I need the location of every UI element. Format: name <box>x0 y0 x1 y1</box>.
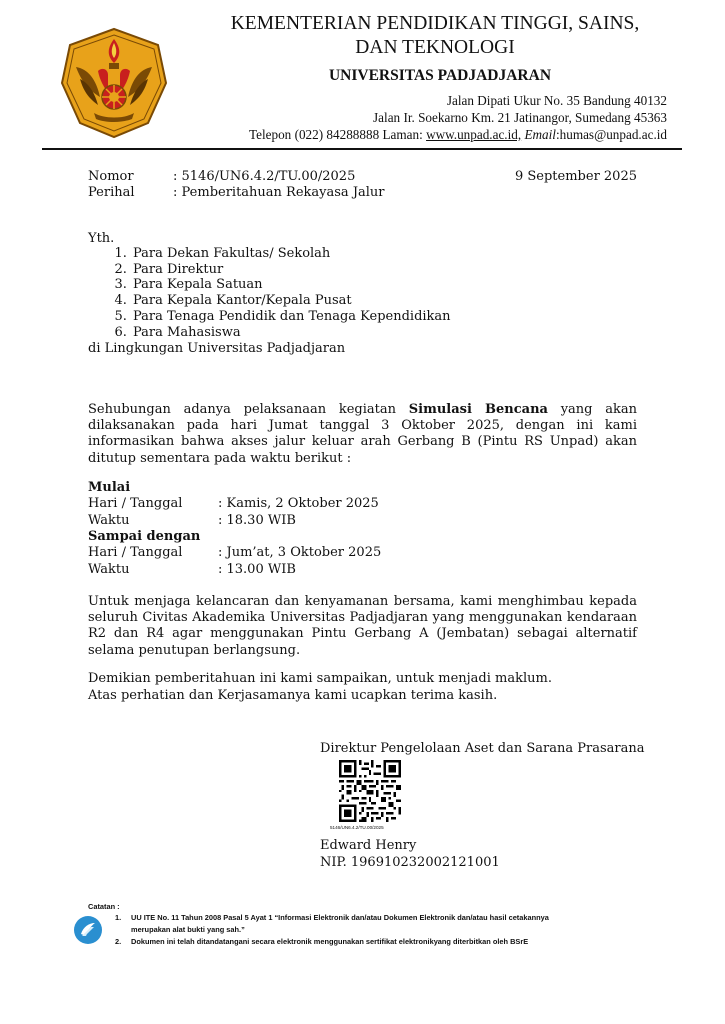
note-1-line-1: UU ITE No. 11 Tahun 2008 Pasal 5 Ayat 1 “Informasi Elektronik dan/atau Dokumen Elektronik dan/atau hasil cetakannya <box>131 913 549 922</box>
number-value: : 5146/UN6.4.2/TU.00/2025 <box>173 169 356 184</box>
university-logo <box>58 27 170 139</box>
note-2-text: Dokumen ini telah ditandatangani secara elektronik menggunakan sertifikat elektronikyang diterbitkan oleh BSrE <box>131 937 529 946</box>
note-1-line-2: merupakan alat bukti yang sah.” <box>131 925 245 934</box>
number-label: Nomor <box>88 169 134 184</box>
end-time-value: : 13.00 WIB <box>218 562 296 577</box>
email-address[interactable]: :humas@unpad.ac.id <box>555 127 667 142</box>
letterhead-divider <box>42 148 682 150</box>
notes-heading: Catatan : <box>88 902 120 911</box>
qr-code <box>339 760 401 822</box>
list-item: 6. Para Mahasiswa <box>131 325 451 341</box>
ministry-line-2: DAN TEKNOLOGI <box>355 37 515 58</box>
p1-text-cont: yang akan dilaksanakan pada hari Jumat tanggal 3 Oktober 2025, dengan ini kami informasikan bahwa akses jalur keluar arah Gerbang B (Pintu RS Unpad) akan ditutup sementara pada waktu berikut : <box>88 402 637 466</box>
start-time-label: Waktu <box>88 513 130 528</box>
recipient-location: di Lingkungan Universitas Padjadjaran <box>88 341 346 356</box>
list-item: 2. Para Direktur <box>131 262 451 278</box>
salutation: Yth. <box>88 231 115 246</box>
start-heading: Mulai <box>88 480 131 495</box>
end-day-label: Hari / Tanggal <box>88 545 183 560</box>
start-time-value: : 18.30 WIB <box>218 513 296 528</box>
email-label: Email <box>524 127 556 142</box>
signatory-title: Direktur Pengelolaan Aset dan Sarana Prasarana <box>320 741 645 756</box>
website-link[interactable]: www.unpad.ac.id, <box>426 127 522 142</box>
recipient-list <box>110 246 451 340</box>
closing-line-2: Atas perhatian dan Kerjasamanya kami ucapkan terima kasih. <box>88 688 498 703</box>
start-day-value: : Kamis, 2 Oktober 2025 <box>218 496 379 511</box>
appeal-paragraph <box>88 594 637 659</box>
end-time-label: Waktu <box>88 562 130 577</box>
note-2-number: 2. <box>115 937 122 946</box>
university-name: UNIVERSITAS PADJADJARAN <box>328 67 552 84</box>
end-day-value: : Jum’at, 3 Oktober 2025 <box>218 545 382 560</box>
subject-value: : Pemberitahuan Rekayasa Jalur <box>173 185 385 200</box>
start-day-label: Hari / Tanggal <box>88 496 183 511</box>
subject-label: Perihal <box>88 185 135 200</box>
bsre-logo-icon <box>73 915 103 945</box>
closing-line-1: Demikian pemberitahuan ini kami sampaikan, untuk menjadi maklum. <box>88 671 552 686</box>
opening-paragraph <box>88 402 637 467</box>
list-item: 4. Para Kepala Kantor/Kepala Pusat <box>131 293 451 309</box>
list-item: 5. Para Tenaga Pendidik dan Tenaga Kependidikan <box>131 309 451 325</box>
ministry-line-1: KEMENTERIAN PENDIDIKAN TINGGI, SAINS, <box>230 13 640 34</box>
qr-caption: 5146/UN6.4.2/TU.00/2025 <box>330 825 384 830</box>
list-item: 3. Para Kepala Satuan <box>131 277 451 293</box>
signatory-nip: NIP. 196910232002121001 <box>320 855 500 870</box>
address-line-2: Jalan Ir. Soekarno Km. 21 Jatinangor, Sumedang 45363 <box>373 110 667 125</box>
contact-line <box>249 127 667 143</box>
list-item: 1. Para Dekan Fakultas/ Sekolah <box>131 246 451 262</box>
appeal-text: Untuk menjaga kelancaran dan kenyamanan bersama, kami menghimbau kepada seluruh Civitas Akademika Universitas Padjadjaran yang menggunakan kendaraan R2 dan R4 agar menggunakan Pintu Gerbang A (Jembatan) sebagai alternatif selama penutupan berlangsung. <box>88 594 637 658</box>
letter-date: 9 September 2025 <box>514 169 637 184</box>
signatory-name: Edward Henry <box>320 838 417 853</box>
event-name: Simulasi Bencana <box>408 402 548 417</box>
note-1-number: 1. <box>115 913 122 922</box>
p1-text: Sehubungan adanya pelaksanaan kegiatan <box>88 402 409 417</box>
address-line-1: Jalan Dipati Ukur No. 35 Bandung 40132 <box>446 93 667 108</box>
phone-text: Telepon (022) 84288888 Laman: <box>248 127 427 142</box>
end-heading: Sampai dengan <box>88 529 201 544</box>
